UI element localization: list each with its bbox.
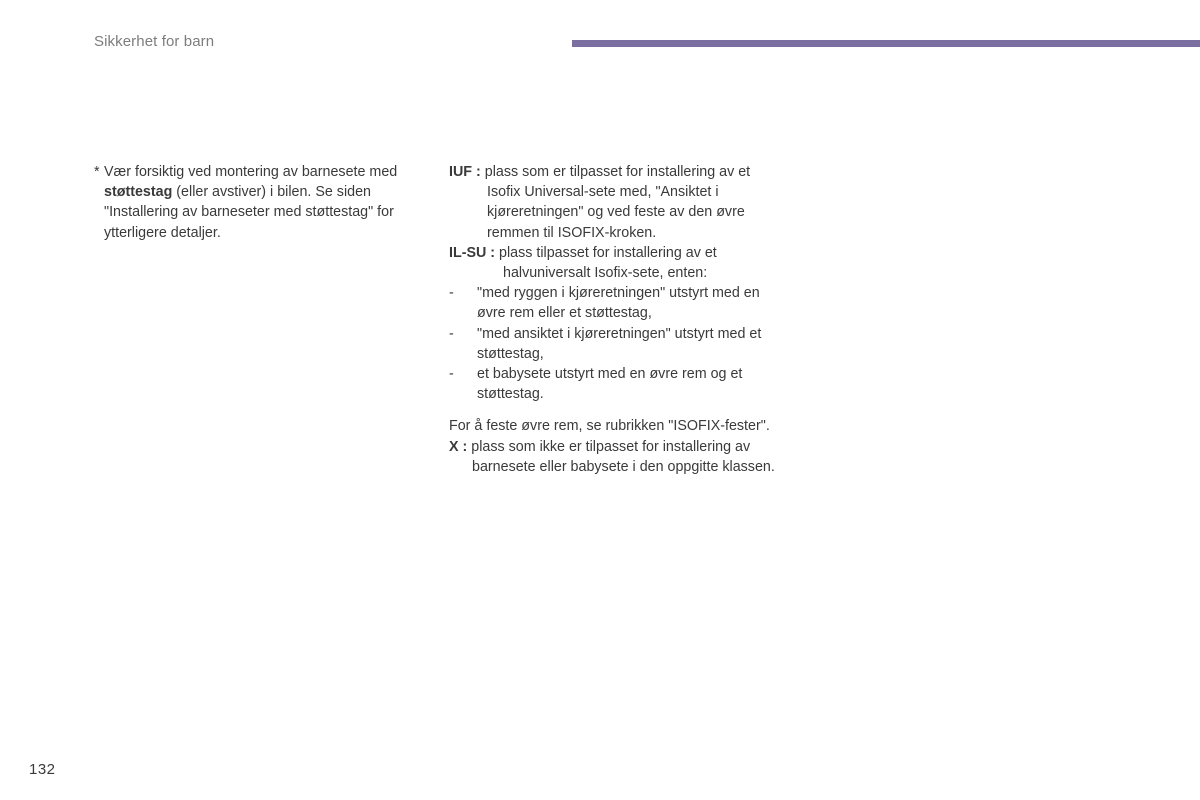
left-column: [94, 162, 434, 243]
bullet-dash: -: [449, 366, 454, 383]
footnote-text-part1: Vær forsiktig ved montering av barnesete med: [104, 164, 398, 180]
definition-x: [449, 437, 779, 477]
definition-iuf: [449, 162, 779, 243]
right-column: [449, 162, 779, 477]
footnote: [94, 162, 434, 243]
list-item: [449, 364, 779, 404]
footnote-marker: *: [94, 164, 100, 180]
page-number: 132: [29, 761, 56, 778]
list-item: [449, 283, 779, 323]
header-accent-bar: [572, 40, 1200, 47]
definition-x-text: plass som ikke er tilpasset for installering av barnesete eller babysete i den oppgitte klassen.: [467, 438, 775, 475]
definition-x-label: X :: [449, 438, 468, 455]
definition-il-su-text: plass tilpasset for installering av et halvuniversalt Isofix-sete, enten:: [495, 244, 717, 282]
list-item-text: "med ryggen i kjøreretningen" utstyrt med en øvre rem eller et støttestag,: [477, 285, 760, 322]
footnote-text-part2: (eller avstiver) i bilen. Se siden "Installering av barneseter med støttestag" for ytterligere detaljer.: [104, 184, 394, 241]
list-item-text: "med ansiktet i kjøreretningen" utstyrt med et støttestag,: [477, 325, 762, 362]
paragraph-gap: [449, 404, 779, 416]
bullet-dash: -: [449, 325, 454, 342]
bullet-dash: -: [449, 285, 454, 302]
list-item: [449, 324, 779, 364]
definition-iuf-text: plass som er tilpasset for installering av et Isofix Universal-sete med, "Ansiktet i kjøreretningen" og ved feste av den øvre remmen til ISOFIX-kroken.: [480, 164, 751, 241]
definition-il-su: [449, 243, 779, 283]
fester-paragraph: For å feste øvre rem, se rubrikken "ISOFIX-fester".: [449, 418, 770, 435]
list-item-text: et babysete utstyrt med en øvre rem og et støttestag.: [477, 366, 743, 403]
section-title: Sikkerhet for barn: [94, 33, 215, 50]
definition-il-su-label: IL-SU :: [449, 244, 496, 261]
definition-iuf-label: IUF :: [449, 164, 481, 180]
footnote-bold-term: støttestag: [104, 184, 173, 201]
